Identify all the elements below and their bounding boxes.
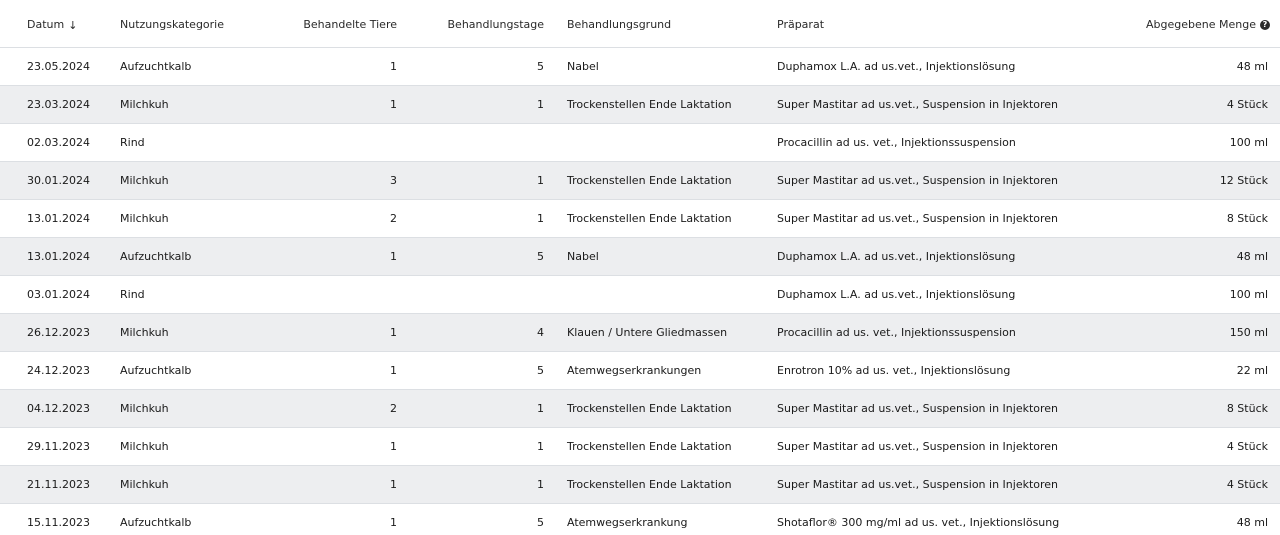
cell-nutzungskategorie: Milchkuh [120,174,169,187]
cell-datum: 04.12.2023 [27,402,90,415]
cell-datum: 30.01.2024 [27,174,90,187]
cell-datum: 13.01.2024 [27,250,90,263]
cell-praeparat: Super Mastitar ad us.vet., Suspension in Injektoren [777,478,1059,491]
column-header-datum[interactable] [27,0,77,50]
cell-praeparat: Duphamox L.A. ad us.vet., Injektionslösung [777,60,1016,73]
column-header-menge-label: Abgegebene Menge [1146,18,1256,31]
cell-behandelte-tiere: 3 [390,174,397,187]
cell-nutzungskategorie: Aufzuchtkalb [120,364,192,377]
cell-behandlungstage: 5 [537,250,544,263]
cell-behandlungstage: 1 [537,174,544,187]
cell-behandlungsgrund: Trockenstellen Ende Laktation [567,402,732,415]
cell-abgegebene-menge: 4 Stück [1226,440,1268,453]
cell-behandlungstage: 5 [537,60,544,73]
cell-behandelte-tiere: 2 [390,402,397,415]
cell-behandlungstage: 1 [537,212,544,225]
cell-abgegebene-menge: 48 ml [1236,516,1268,529]
cell-behandelte-tiere: 1 [390,98,397,111]
cell-abgegebene-menge: 150 ml [1229,326,1268,339]
cell-datum: 21.11.2023 [27,478,90,491]
cell-behandlungsgrund: Trockenstellen Ende Laktation [567,478,732,491]
table-row[interactable] [0,48,1280,86]
cell-praeparat: Enrotron 10% ad us. vet., Injektionslösung [777,364,1011,377]
table-row[interactable] [0,200,1280,238]
table-row[interactable] [0,238,1280,276]
cell-behandelte-tiere: 1 [390,364,397,377]
cell-abgegebene-menge: 8 Stück [1226,402,1268,415]
cell-abgegebene-menge: 4 Stück [1226,478,1268,491]
cell-behandlungsgrund: Trockenstellen Ende Laktation [567,174,732,187]
cell-abgegebene-menge: 100 ml [1229,288,1268,301]
column-header-behandlungstage[interactable]: Behandlungstage [447,18,544,31]
table-row[interactable] [0,428,1280,466]
table-row[interactable] [0,276,1280,314]
cell-abgegebene-menge: 48 ml [1236,60,1268,73]
cell-datum: 15.11.2023 [27,516,90,529]
help-icon[interactable]: ? [1260,20,1270,30]
cell-behandlungstage: 1 [537,402,544,415]
table-row[interactable] [0,162,1280,200]
cell-nutzungskategorie: Milchkuh [120,402,169,415]
cell-abgegebene-menge: 4 Stück [1226,98,1268,111]
cell-datum: 23.03.2024 [27,98,90,111]
cell-datum: 13.01.2024 [27,212,90,225]
cell-behandlungsgrund: Atemwegserkrankung [567,516,688,529]
cell-nutzungskategorie: Aufzuchtkalb [120,60,192,73]
cell-praeparat: Duphamox L.A. ad us.vet., Injektionslösung [777,288,1016,301]
cell-nutzungskategorie: Milchkuh [120,326,169,339]
table-row[interactable] [0,352,1280,390]
cell-praeparat: Duphamox L.A. ad us.vet., Injektionslösung [777,250,1016,263]
cell-praeparat: Super Mastitar ad us.vet., Suspension in Injektoren [777,440,1059,453]
cell-praeparat: Super Mastitar ad us.vet., Suspension in Injektoren [777,212,1059,225]
table-row[interactable] [0,124,1280,162]
cell-nutzungskategorie: Milchkuh [120,212,169,225]
cell-abgegebene-menge: 22 ml [1236,364,1268,377]
cell-nutzungskategorie: Aufzuchtkalb [120,250,192,263]
cell-behandlungsgrund: Trockenstellen Ende Laktation [567,212,732,225]
cell-nutzungskategorie: Aufzuchtkalb [120,516,192,529]
cell-abgegebene-menge: 100 ml [1229,136,1268,149]
cell-behandlungstage: 5 [537,364,544,377]
cell-behandlungsgrund: Klauen / Untere Gliedmassen [567,326,728,339]
cell-praeparat: Procacillin ad us. vet., Injektionssuspension [777,326,1016,339]
column-header-abgegebene-menge[interactable] [1146,0,1270,50]
cell-behandelte-tiere: 2 [390,212,397,225]
cell-praeparat: Shotaflor® 300 mg/ml ad us. vet., Injektionslösung [777,516,1060,529]
cell-abgegebene-menge: 12 Stück [1219,174,1268,187]
cell-nutzungskategorie: Rind [120,288,145,301]
cell-behandelte-tiere: 1 [390,516,397,529]
table-row[interactable] [0,466,1280,504]
cell-nutzungskategorie: Milchkuh [120,440,169,453]
cell-behandlungsgrund: Atemwegserkrankungen [567,364,702,377]
cell-behandelte-tiere: 1 [390,60,397,73]
cell-behandelte-tiere: 1 [390,250,397,263]
sort-descending-icon[interactable]: ↓ [68,18,78,32]
table-row[interactable] [0,86,1280,124]
table-body [0,48,1280,535]
cell-behandlungstage: 1 [537,478,544,491]
column-header-behandelte-tiere[interactable]: Behandelte Tiere [303,18,397,31]
cell-behandlungsgrund: Nabel [567,60,599,73]
cell-behandlungstage: 1 [537,440,544,453]
cell-praeparat: Super Mastitar ad us.vet., Suspension in Injektoren [777,402,1059,415]
cell-datum: 29.11.2023 [27,440,90,453]
table-header [0,0,1280,48]
cell-behandlungsgrund: Nabel [567,250,599,263]
column-header-datum-label: Datum [27,18,65,31]
cell-abgegebene-menge: 48 ml [1236,250,1268,263]
cell-behandlungsgrund: Trockenstellen Ende Laktation [567,98,732,111]
cell-behandelte-tiere: 1 [390,440,397,453]
cell-behandlungstage: 5 [537,516,544,529]
cell-nutzungskategorie: Rind [120,136,145,149]
table-row[interactable] [0,504,1280,535]
column-header-behandlungsgrund[interactable]: Behandlungsgrund [567,18,672,31]
column-header-praeparat[interactable]: Präparat [777,18,825,31]
cell-nutzungskategorie: Milchkuh [120,478,169,491]
cell-nutzungskategorie: Milchkuh [120,98,169,111]
cell-abgegebene-menge: 8 Stück [1226,212,1268,225]
cell-datum: 24.12.2023 [27,364,90,377]
cell-behandlungstage: 1 [537,98,544,111]
cell-datum: 02.03.2024 [27,136,90,149]
cell-datum: 23.05.2024 [27,60,90,73]
cell-datum: 26.12.2023 [27,326,90,339]
cell-praeparat: Procacillin ad us. vet., Injektionssuspension [777,136,1016,149]
table-row[interactable] [0,314,1280,352]
cell-behandelte-tiere: 1 [390,478,397,491]
cell-datum: 03.01.2024 [27,288,90,301]
cell-behandlungsgrund: Trockenstellen Ende Laktation [567,440,732,453]
cell-praeparat: Super Mastitar ad us.vet., Suspension in Injektoren [777,98,1059,111]
table-row[interactable] [0,390,1280,428]
column-header-nutzungskategorie[interactable]: Nutzungskategorie [120,18,225,31]
cell-praeparat: Super Mastitar ad us.vet., Suspension in Injektoren [777,174,1059,187]
cell-behandelte-tiere: 1 [390,326,397,339]
cell-behandlungstage: 4 [537,326,544,339]
